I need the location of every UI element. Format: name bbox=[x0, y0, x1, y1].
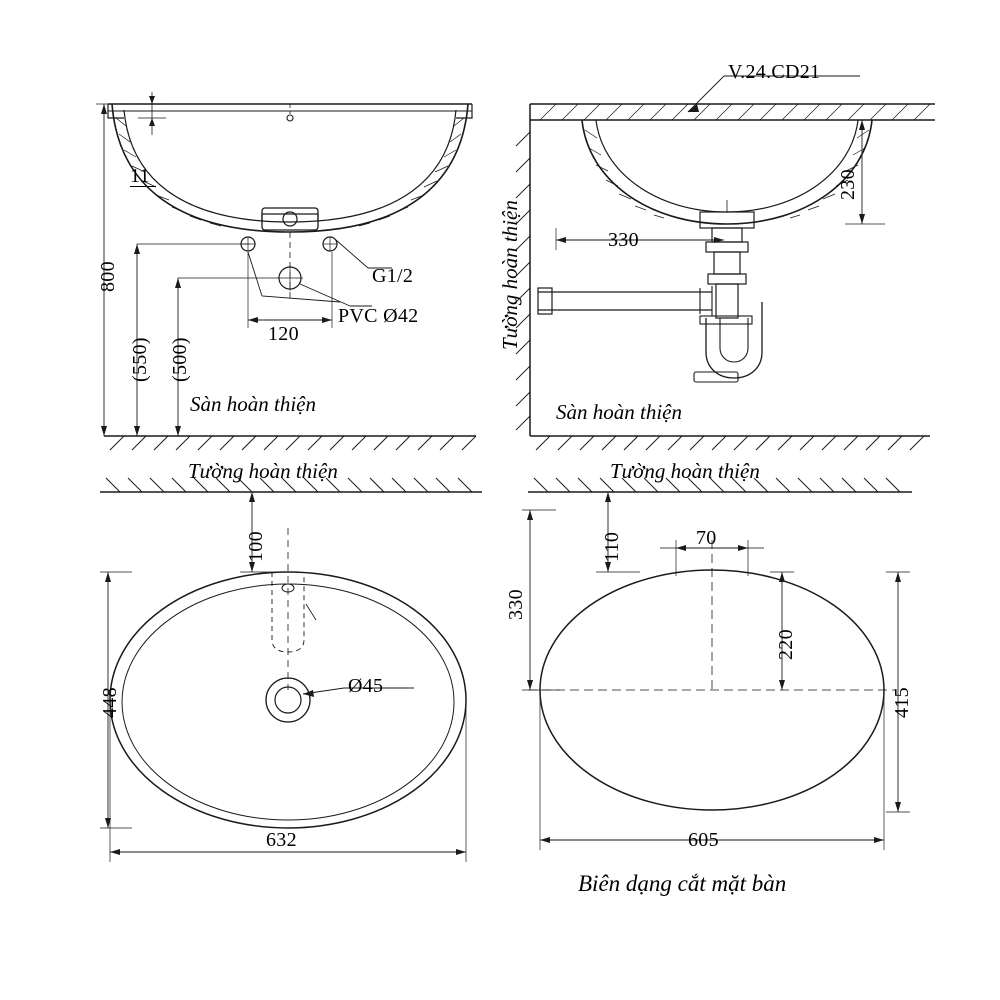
callout-pvc: PVC Ø42 bbox=[338, 305, 419, 327]
dim-label-330-section: 330 bbox=[608, 229, 639, 251]
dim-label-230: 230 bbox=[837, 169, 859, 200]
note-wall-vertical: Tường hoàn thiện bbox=[498, 200, 522, 350]
dim-label-110: 110 bbox=[601, 531, 623, 562]
note-floor-left: Sàn hoàn thiện bbox=[190, 392, 316, 416]
caption-cutout-profile: Biên dạng cắt mặt bàn bbox=[578, 871, 787, 896]
dim-label-415: 415 bbox=[891, 687, 913, 718]
view-bottom-right-cutout bbox=[522, 478, 912, 850]
model-code-label: V.24.CD21 bbox=[728, 61, 821, 83]
note-floor-right: Sàn hoàn thiện bbox=[556, 400, 682, 424]
callout-drain-d45: Ø45 bbox=[348, 675, 384, 697]
dim-label-100: 100 bbox=[245, 531, 267, 562]
dim-label-220: 220 bbox=[775, 629, 797, 660]
dim-label-800: 800 bbox=[97, 261, 119, 292]
dim-underline-11 bbox=[130, 186, 156, 187]
note-wall-right: Tường hoàn thiện bbox=[610, 459, 760, 483]
dim-label-448: 448 bbox=[99, 687, 121, 718]
dim-label-605: 605 bbox=[688, 829, 719, 851]
note-wall-left: Tường hoàn thiện bbox=[188, 459, 338, 483]
dim-label-11: 11 bbox=[130, 165, 150, 187]
view-top-right-section bbox=[516, 76, 935, 450]
dim-label-330-plan: 330 bbox=[505, 589, 527, 620]
dim-label-632: 632 bbox=[266, 829, 297, 851]
callout-g12: G1/2 bbox=[372, 265, 414, 287]
dim-label-550: (550) bbox=[129, 337, 151, 382]
dim-label-120: 120 bbox=[268, 323, 299, 345]
view-bottom-left-plan bbox=[100, 478, 482, 862]
dim-label-500: (500) bbox=[169, 337, 191, 382]
dim-label-70: 70 bbox=[696, 527, 717, 549]
